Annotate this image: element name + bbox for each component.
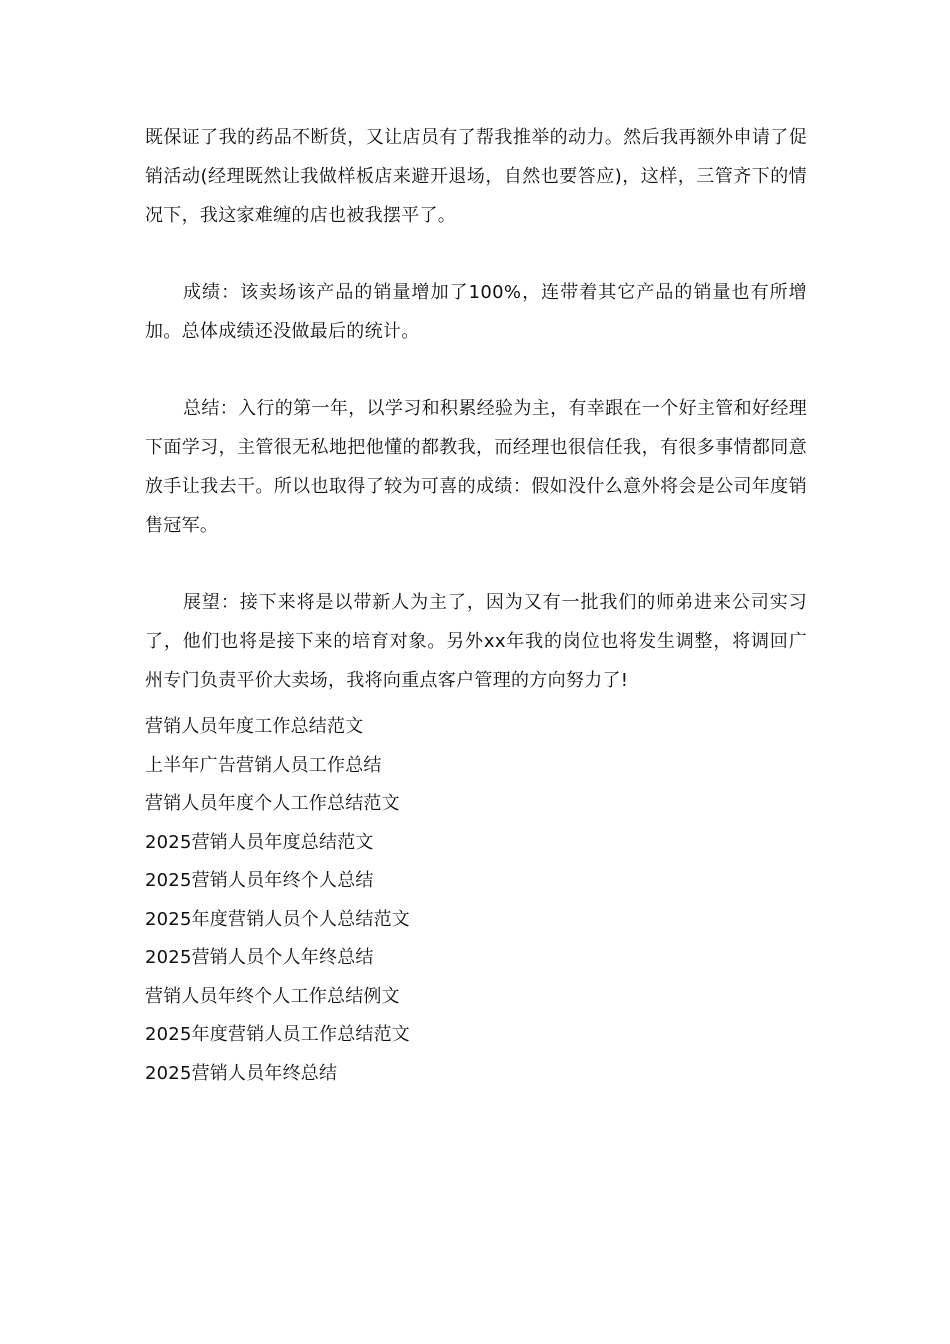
related-article-link[interactable]: 营销人员年终个人工作总结例文 [145,985,400,1007]
body-paragraph-outlook: 展望：接下来将是以带新人为主了，因为又有一批我们的师弟进来公司实习了，他们也将是接下来的培育对象。另外xx年我的岗位也将发生调整，将调回广州专门负责平价大卖场，我将向重点客户管理的方向努力了! [145,592,807,691]
related-article-link[interactable]: 营销人员年度工作总结范文 [145,716,364,737]
body-paragraph-summary: 总结：入行的第一年，以学习和积累经验为主，有幸跟在一个好主管和好经理下面学习，主管很无私地把他懂的都教我，而经理也很信任我，有很多事情都同意放手让我去干。所以也取得了较为可喜的成绩：假如没什么意外将会是公司年度销售冠军。 [145,398,807,536]
related-article-link[interactable]: 2025营销人员个人年终总结 [145,947,374,968]
related-article-link[interactable]: 上半年广告营销人员工作总结 [145,754,382,776]
related-article-link[interactable]: 2025营销人员年终总结 [145,1062,338,1084]
related-article-link[interactable]: 2025营销人员年终个人总结 [145,870,374,891]
related-article-link[interactable]: 2025年度营销人员个人总结范文 [145,908,411,930]
related-article-link[interactable]: 2025营销人员年度总结范文 [145,831,374,853]
related-articles-list [145,708,807,1093]
body-paragraph-continuation: 既保证了我的药品不断货，又让店员有了帮我推举的动力。然后我再额外申请了促销活动(经理既然让我做样板店来避开退场，自然也要答应)，这样，三管齐下的情况下，我这家难缠的店也被我摆平了。 [145,127,807,226]
body-paragraph-results: 成绩：该卖场该产品的销量增加了100%，连带着其它产品的销量也有所增加。总体成绩还没做最后的统计。 [145,282,807,342]
document-page [145,118,807,1093]
related-article-link[interactable]: 2025年度营销人员工作总结范文 [145,1024,411,1045]
related-article-link[interactable]: 营销人员年度个人工作总结范文 [145,793,400,814]
